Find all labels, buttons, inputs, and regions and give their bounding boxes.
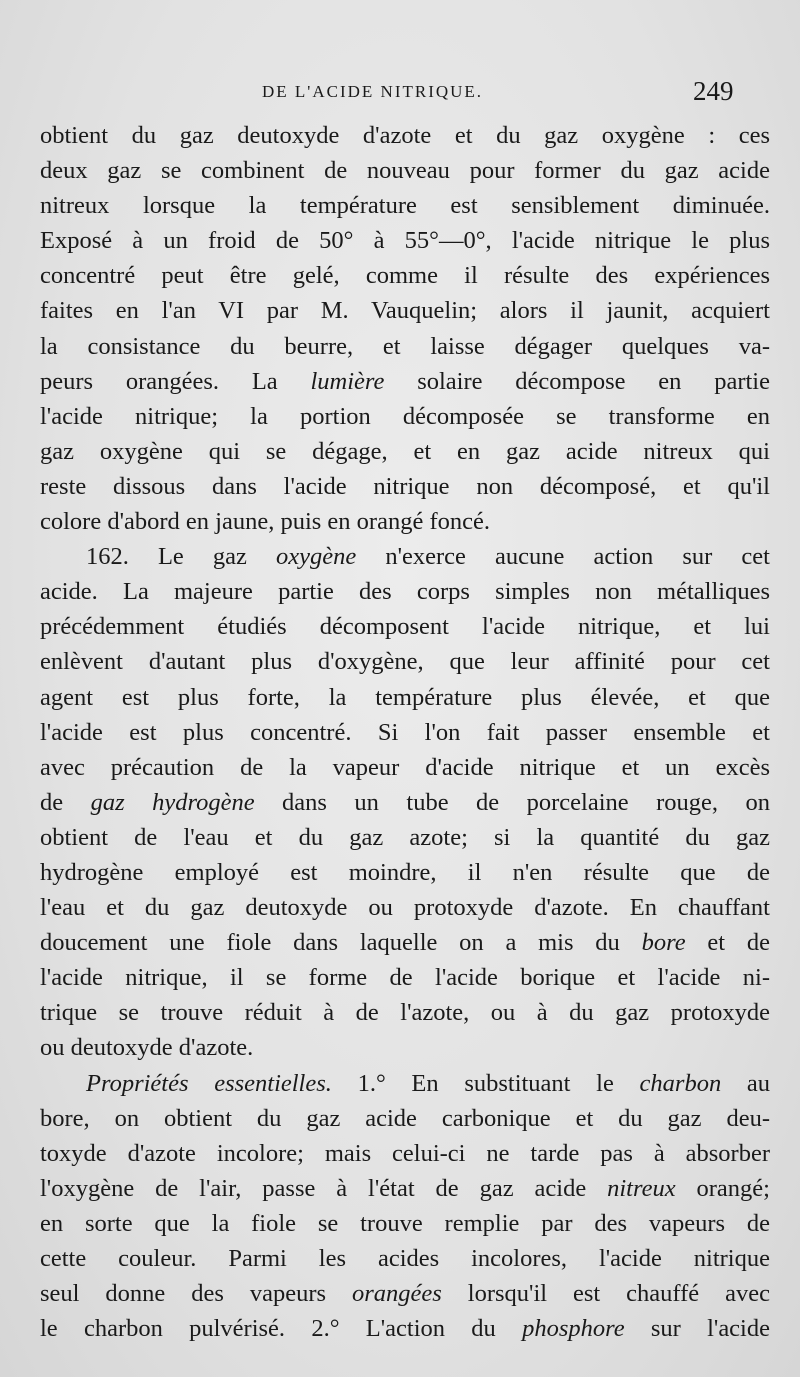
italic-text: orangées [352,1280,442,1308]
text-segment: gaz oxygène qui se dégage, et en gaz acide nitreux qui [40,437,770,465]
text-segment: trique se trouve réduit à de l'azote, ou à du gaz protoxyde [40,999,770,1027]
text-segment: toxyde d'azote incolore; mais celui-ci ne tarde pas à absorber [40,1139,770,1167]
text-segment: de [40,788,91,816]
text-line [40,293,770,328]
italic-text: Propriétés essentielles. [86,1069,332,1097]
text-segment: faites en l'an VI par M. Vauquelin; alors il jaunit, acquiert [40,297,770,325]
text-segment: concentré peut être gelé, comme il résulte des expériences [40,262,770,290]
text-segment: peurs orangées. La [40,367,311,395]
text-segment: la consistance du beurre, et laisse dégager quelques va- [40,332,770,360]
italic-text: phosphore [522,1315,625,1343]
text-segment: seul donne des vapeurs [40,1280,352,1308]
text-segment: précédemment étudiés décomposent l'acide nitrique, et lui [40,613,770,641]
text-line [40,1066,770,1101]
text-line [40,258,770,293]
text-segment: l'acide est plus concentré. Si l'on fait passer ensemble et [40,718,770,746]
text-segment: et de [685,929,770,957]
text-line [40,1101,770,1136]
page-number: 249 [693,76,734,106]
text-segment: lorsqu'il est chauffé avec [441,1280,770,1308]
text-segment: l'acide nitrique, il se forme de l'acide borique et l'acide ni- [40,964,770,992]
page-header [0,76,800,112]
text-segment: reste dissous dans l'acide nitrique non décomposé, et qu'il [40,472,770,500]
text-segment: au [721,1069,771,1097]
text-segment: sur l'acide [624,1315,770,1343]
text-line [40,890,770,925]
italic-text: bore [641,929,686,957]
text-segment: en sorte que la fiole se trouve remplie par des vapeurs de [40,1209,770,1237]
text-line [40,1030,770,1065]
text-segment: solaire décompose en partie [384,367,770,395]
text-line [40,188,770,223]
text-segment: 1.° En substituant le [331,1069,640,1097]
text-line [40,609,770,644]
text-line [40,820,770,855]
text-segment: ou deutoxyde d'azote. [40,1034,254,1062]
text-line [40,1171,770,1206]
text-line [40,434,770,469]
text-segment: orangé; [675,1174,770,1202]
text-segment: obtient du gaz deutoxyde d'azote et du gaz oxygène : ces [40,122,770,149]
text-segment: acide. La majeure partie des corps simples non métalliques [40,578,770,606]
text-line [40,399,770,434]
text-segment: doucement une fiole dans laquelle on a mis du [40,929,642,957]
text-segment: nitreux lorsque la température est sensiblement diminuée. [40,192,770,220]
text-line [40,504,770,539]
text-segment: l'acide nitrique; la portion décomposée se transforme en [40,402,770,430]
text-segment: agent est plus forte, la température plus élevée, et que [40,683,770,711]
text-line [40,925,770,960]
running-title: DE L'ACIDE NITRIQUE. [262,82,484,101]
text-segment: 162. Le gaz [86,543,276,571]
text-segment: l'oxygène de l'air, passe à l'état de gaz acide [40,1174,608,1202]
body-text [40,118,770,1346]
text-segment: cette couleur. Parmi les acides incolores, l'acide nitrique [40,1245,770,1272]
italic-text: charbon [639,1069,722,1097]
text-line [40,855,770,890]
text-segment: deux gaz se combinent de nouveau pour former du gaz acide [40,157,770,185]
text-line [40,1276,770,1311]
text-line [40,995,770,1030]
text-segment: dans un tube de porcelaine rouge, on [254,788,770,816]
text-segment: obtient de l'eau et du gaz azote; si la quantité du gaz [40,823,770,851]
text-segment: Exposé à un froid de 50° à 55°—0°, l'acide nitrique le plus [40,227,770,255]
text-line [40,785,770,820]
text-line [40,960,770,995]
text-line [40,715,770,750]
text-line [40,364,770,399]
text-segment: le charbon pulvérisé. 2.° L'action du [40,1315,523,1343]
text-line [40,680,770,715]
text-line [40,153,770,188]
text-line [40,539,770,574]
text-line [40,574,770,609]
italic-text: lumière [310,367,385,395]
text-segment: avec précaution de la vapeur d'acide nitrique et un excès [40,753,770,781]
text-segment: colore d'abord en jaune, puis en orangé foncé. [40,508,490,536]
text-segment: enlèvent d'autant plus d'oxygène, que leur affinité pour cet [40,648,770,676]
text-line [40,329,770,364]
text-line [40,1311,770,1346]
italic-text: oxygène [275,543,357,571]
text-line [40,118,770,153]
text-line [40,469,770,504]
text-line [40,1206,770,1241]
italic-text: gaz hydrogène [90,788,255,816]
text-segment: l'eau et du gaz deutoxyde ou protoxyde d'azote. En chauffant [40,894,770,922]
text-line [40,750,770,785]
italic-text: nitreux [607,1174,676,1202]
text-line [40,644,770,679]
text-line [40,1241,770,1276]
text-segment: hydrogène employé est moindre, il n'en résulte que de [40,858,770,886]
text-line [40,1136,770,1171]
text-segment: bore, on obtient du gaz acide carbonique et du gaz deu- [40,1104,770,1132]
text-segment: n'exerce aucune action sur cet [356,543,770,571]
text-line [40,223,770,258]
